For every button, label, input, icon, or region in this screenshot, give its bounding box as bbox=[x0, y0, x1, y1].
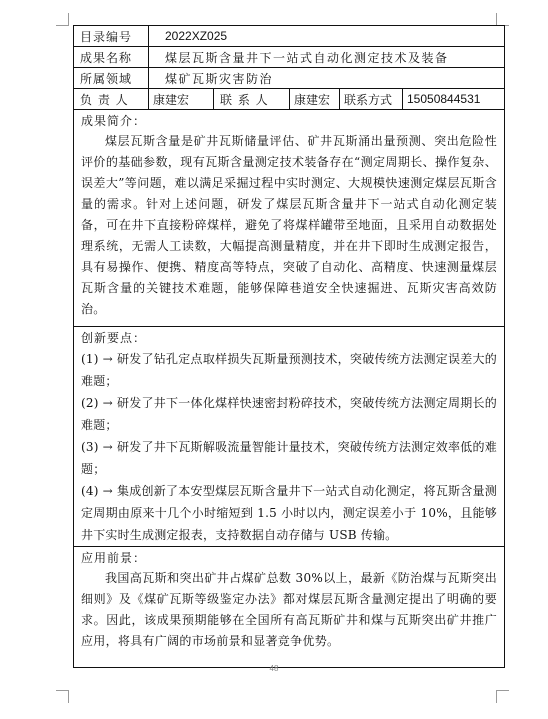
introduction-text: 煤层瓦斯含量是矿井瓦斯储量评估、矿井瓦斯涌出量预测、突出危险性评价的基础参数，现有瓦斯含量测定技术装备存在“测定周期长、操作复杂、误差大”等问题，难以满足采掘过程中实时测定、大规模快速测定煤层瓦斯含量的需求。针对上述问题，研发了煤层瓦斯含量井下一站式自动化测定装备，可在井下直接粉碎煤样，避免了将煤样罐带至地面，且采用自动数据处理系统，无需人工读数，大幅提高测量精度，并在井下即时生成测定报告，具有易操作、便携、精度高等特点，突破了自动化、高精度、快速测量煤层瓦斯含量的关键技术难题，能够保障巷道安全快速掘进、瓦斯灾害高效防治。 bbox=[81, 134, 497, 316]
catalog-number-label: 目录编号 bbox=[74, 26, 149, 46]
application-text: 我国高瓦斯和突出矿井占煤矿总数 30%以上，最新《防治煤与瓦斯突出细则》及《煤矿瓦斯等级鉴定办法》都对煤层瓦斯含量测定提出了明确的要求。因此，该成果预期能够在全国所有高瓦斯矿井和煤与瓦斯突出矿井推广应用，将具有广阔的市场前景和显著竞争优势。 bbox=[81, 571, 497, 648]
innovation-item: (4) → 集成创新了本安型煤层瓦斯含量井下一站式自动化测定，将瓦斯含量测定周期由原来十几个小时缩短到 1.5 小时以内，测定误差小于 10%，且能够井下实时生成测定报表，支持数据自动存储与 USB 传输。 bbox=[81, 484, 497, 542]
achievement-name-label: 成果名称 bbox=[74, 47, 149, 67]
introduction-section bbox=[74, 110, 504, 327]
achievement-form-table bbox=[73, 25, 505, 668]
field-value: 煤矿瓦斯灾害防治 bbox=[165, 71, 274, 86]
crop-mark-top-left bbox=[56, 13, 69, 26]
page-number: 48 bbox=[269, 664, 279, 673]
person-in-charge-label: 负 责 人 bbox=[74, 89, 149, 109]
innovation-item: (1) → 研发了钻孔定点取样损失瓦斯量预测技术，突破传统方法测定误差大的难题； bbox=[81, 352, 497, 388]
application-section bbox=[74, 547, 504, 667]
phone-value: 15050844531 bbox=[407, 92, 481, 106]
catalog-number-row bbox=[74, 26, 504, 47]
innovation-item: (2) → 研发了井下一体化煤样快速密封粉碎技术，突破传统方法测定周期长的难题； bbox=[81, 396, 497, 432]
innovation-heading: 创新要点： bbox=[81, 331, 147, 345]
introduction-heading: 成果简介： bbox=[81, 114, 147, 128]
field-label: 所属领域 bbox=[74, 68, 149, 88]
achievement-name-row bbox=[74, 47, 504, 68]
application-heading: 应用前景： bbox=[81, 551, 147, 565]
person-in-charge-value: 康建宏 bbox=[149, 89, 214, 109]
contact-person-value: 康建宏 bbox=[290, 89, 340, 109]
innovation-section bbox=[74, 327, 504, 547]
contact-person-label: 联 系 人 bbox=[214, 89, 290, 109]
innovation-item: (3) → 研发了井下瓦斯解吸流量智能计量技术，突破传统方法测定效率低的难题； bbox=[81, 440, 497, 476]
crop-mark-bottom-right bbox=[496, 690, 509, 703]
field-row bbox=[74, 68, 504, 89]
achievement-name-value: 煤层瓦斯含量井下一站式自动化测定技术及装备 bbox=[165, 50, 449, 65]
phone-label: 联系方式 bbox=[340, 89, 403, 109]
catalog-number-value: 2022XZ025 bbox=[165, 29, 228, 43]
contact-row bbox=[74, 89, 504, 110]
crop-mark-bottom-left bbox=[56, 690, 69, 703]
